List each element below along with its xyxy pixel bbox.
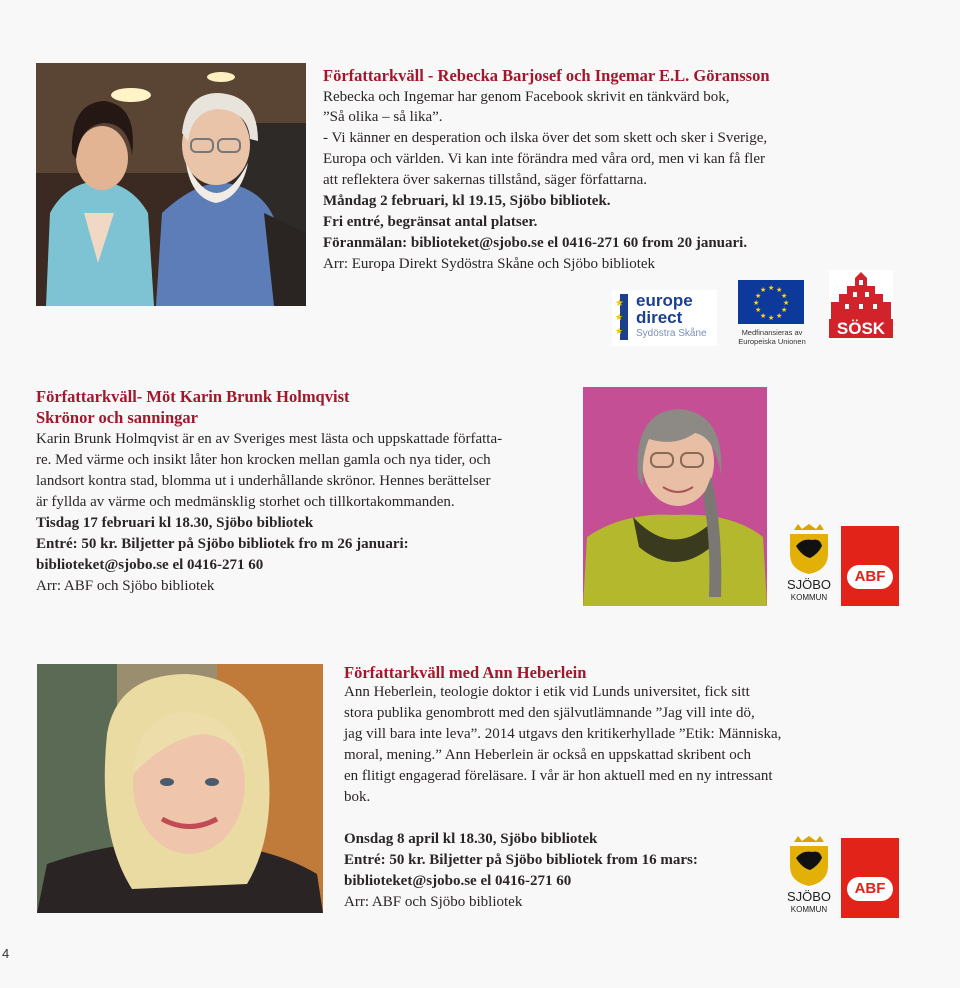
body-line: - Vi känner en desperation och ilska över det som skett och sker i Sverige,: [323, 130, 768, 146]
event2-contact: biblioteket@sjobo.se el 0416-271 60: [36, 557, 264, 573]
svg-text:★: ★: [783, 299, 790, 307]
body-line: ”Så olika – så lika”.: [323, 109, 443, 125]
event1-entry: Fri entré, begränsat antal platser.: [323, 214, 538, 230]
photo-rebecka-ingemar: [36, 63, 306, 306]
sjobo-kommun-logo: [780, 836, 838, 918]
svg-text:★: ★: [781, 292, 788, 300]
body-line: Europa och världen. Vi kan inte förändra med våra ord, men vi kan få fler: [323, 151, 765, 167]
svg-text:★: ★: [776, 286, 783, 294]
event3-details: [344, 829, 698, 913]
body-line: moral, mening.” Ann Heberlein är också en uppskattad skribent och: [344, 747, 751, 763]
event3-organizer: Arr: ABF och Sjöbo bibliotek: [344, 894, 523, 910]
body-line: Ann Heberlein, teologie doktor i etik vid Lunds universitet, fick sitt: [344, 684, 750, 700]
body-line: re. Med värme och insikt låter hon krocken mellan gamla och nya tider, och: [36, 452, 491, 468]
event2-tickets: Entré: 50 kr. Biljetter på Sjöbo bibliotek fro m 26 januari:: [36, 536, 409, 552]
event3-date: Onsdag 8 april kl 18.30, Sjöbo bibliotek: [344, 831, 598, 847]
event3-tickets: Entré: 50 kr. Biljetter på Sjöbo bibliotek from 16 mars:: [344, 852, 698, 868]
eu-caption-2: Europeiska Unionen: [738, 337, 806, 346]
svg-text:★: ★: [768, 284, 775, 292]
svg-text:★: ★: [781, 306, 788, 314]
abf-label: ABF: [854, 880, 886, 897]
sjobo-label: SJÖBO: [786, 577, 832, 592]
body-line: jag vill bara inte leva”. 2014 utgavs den kritikerhyllade ”Etik: Människa,: [344, 726, 782, 742]
abf-logo: [841, 838, 899, 918]
event3-text: [344, 682, 781, 808]
event1-date: Måndag 2 februari, kl 19.15, Sjöbo bibliotek.: [323, 193, 611, 209]
svg-text:★: ★: [615, 326, 624, 336]
body-line: att reflektera över sakernas tillstånd, säger författarna.: [323, 172, 648, 188]
svg-text:★: ★: [768, 314, 775, 322]
body-line: bok.: [344, 789, 371, 805]
body-line: är fyllda av värme och medmänsklig storhet och tillkortakommanden.: [36, 494, 455, 510]
sjobo-label: SJÖBO: [786, 889, 832, 904]
kommun-label: KOMMUN: [790, 593, 828, 602]
svg-text:★: ★: [776, 312, 783, 320]
abf-logo: [841, 526, 899, 606]
event1-organizer: Arr: Europa Direkt Sydöstra Skåne och Sjöbo bibliotek: [323, 256, 656, 272]
svg-text:★: ★: [753, 299, 760, 307]
body-line: en flitigt engagerad föreläsare. I vår är hon aktuell med en ny intressant: [344, 768, 773, 784]
event3-title: Författarkväll med Ann Heberlein: [344, 663, 587, 682]
event1-text: [323, 87, 767, 275]
svg-text:★: ★: [760, 286, 767, 294]
europe-direct-region: Sydöstra Skåne: [636, 328, 707, 339]
abf-label: ABF: [854, 568, 886, 585]
sosk-label: SÖSK: [829, 319, 893, 338]
sjobo-kommun-logo: [780, 524, 838, 606]
event1-title: Författarkväll - Rebecka Barjosef och Ingemar E.L. Göransson: [323, 66, 770, 85]
svg-text:★: ★: [755, 292, 762, 300]
event2-subtitle: Skrönor och sanningar: [36, 408, 198, 427]
eu-caption-1: Medfinansieras av: [741, 328, 803, 337]
body-line: Rebecka och Ingemar har genom Facebook skrivit en tänkvärd bok,: [323, 89, 730, 105]
page-number: 4: [2, 946, 10, 961]
photo-karin-brunk-holmqvist: [583, 387, 767, 606]
svg-text:★: ★: [615, 298, 624, 309]
event2-title: Författarkväll- Möt Karin Brunk Holmqvist: [36, 387, 350, 406]
europe-direct-word1: europe: [636, 291, 693, 310]
europe-direct-logo: [612, 290, 717, 346]
svg-text:★: ★: [760, 312, 767, 320]
event1-registration: Föranmälan: biblioteket@sjobo.se el 0416-271 60 from 20 januari.: [323, 235, 748, 251]
svg-text:★: ★: [755, 306, 762, 314]
photo-ann-heberlein: [37, 664, 323, 913]
body-line: Karin Brunk Holmqvist är en av Sveriges mest lästa och uppskattade författa-: [36, 431, 503, 447]
event2-date: Tisdag 17 februari kl 18.30, Sjöbo bibliotek: [36, 515, 314, 531]
sosk-logo: [829, 270, 893, 340]
event2-text: [36, 429, 502, 597]
europe-direct-word2: direct: [636, 308, 683, 327]
event3-contact: biblioteket@sjobo.se el 0416-271 60: [344, 873, 572, 889]
kommun-label: KOMMUN: [790, 905, 828, 914]
body-line: stora publika genombrott med den självutlämnande ”Jag vill inte dö,: [344, 705, 755, 721]
eu-funding-logo: [732, 280, 812, 348]
svg-text:★: ★: [615, 312, 624, 322]
body-line: landsort kontra stad, blomma ut i underhållande skrönor. Hennes berättelser: [36, 473, 491, 489]
event2-organizer: Arr: ABF och Sjöbo bibliotek: [36, 578, 215, 594]
